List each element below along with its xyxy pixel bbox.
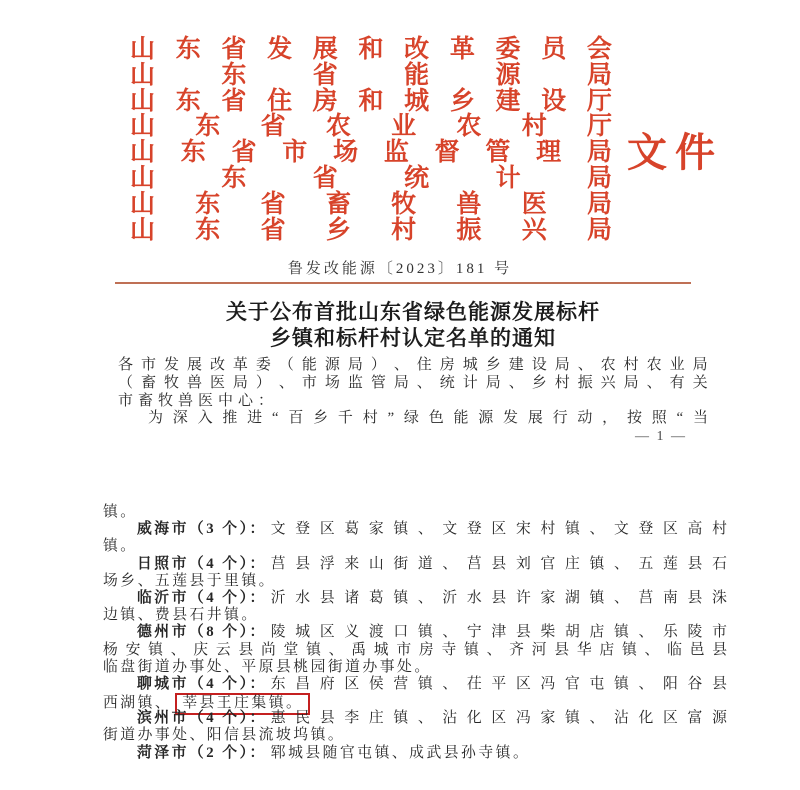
agency-line: 山 东 省 畜 牧 兽 医 局 (130, 190, 612, 218)
town-list: 沂 水 县 诸 葛 镇 、 沂 水 县 许 家 湖 镇 、 莒 南 县 洙 (270, 589, 727, 606)
town-list: 东 昌 府 区 侯 营 镇 、 茌 平 区 冯 官 屯 镇 、 阳 谷 县 (270, 675, 727, 692)
agency-line: 山 东 省 农 业 农 村 厅 (130, 113, 612, 141)
list-line-text: 西湖镇、 (103, 695, 173, 712)
city-entry-weihai (103, 521, 727, 538)
city-name-bold: 德州市（8 个）： (137, 624, 267, 641)
city-entry-dezhou (103, 624, 727, 641)
town-list: 文 登 区 葛 家 镇 、 文 登 区 宋 村 镇 、 文 登 区 高 村 (270, 521, 727, 538)
agency-line: 山 东 省 能 源 局 (130, 61, 612, 89)
city-entry-binzhou (103, 710, 727, 727)
city-name-bold: 聊城市（4 个）： (137, 675, 267, 692)
recipients-line: 各 市 发 展 改 革 委 （ 能 源 局 ） 、 住 房 城 乡 建 设 局 、 农 村 农 业 局 (118, 357, 708, 373)
city-name-bold: 威海市（3 个）： (137, 521, 267, 538)
city-name-bold: 菏泽市（2 个）： (137, 744, 267, 761)
list-line: 镇。 (103, 538, 138, 555)
list-line: 场乡、五莲县于里镇。 (103, 572, 276, 589)
city-entry-linyi (103, 590, 727, 607)
indent-spacer (103, 745, 137, 762)
agency-line: 山 东 省 住 房 和 城 乡 建 设 厅 (130, 87, 612, 115)
page1-body (118, 357, 708, 428)
letterhead-divider-line (115, 282, 691, 284)
city-entry-liaocheng (103, 676, 727, 693)
city-entry-rizhao (103, 556, 727, 573)
page2-body (103, 504, 727, 762)
city-entry-heze (103, 745, 727, 762)
indent-spacer (103, 556, 137, 573)
indent-spacer (103, 521, 137, 538)
list-line: 杨 安 镇 、 庆 云 县 尚 堂 镇 、 禹 城 市 房 寺 镇 、 齐 河 县 华 店 镇 、 临 邑 县 (103, 641, 727, 658)
agency-line: 山 东 省 发 展 和 改 革 委 员 会 (130, 36, 612, 63)
town-list: 郓城县随官屯镇、成武县孙寺镇。 (270, 744, 531, 761)
recipients-line: （ 畜 牧 兽 医 局 ） 、 市 场 监 管 局 、 统 计 局 、 乡 村 振 兴 局 、 有 关 (118, 374, 708, 391)
letterhead-agency-list (130, 37, 612, 243)
highlight-box: 莘县王庄集镇。 (175, 693, 310, 715)
city-name-bold: 临沂市（4 个）： (137, 589, 267, 606)
document-number: 鲁发改能源〔2023〕181 号 (287, 261, 513, 277)
document-title (118, 299, 708, 351)
agency-line: 山 东 省 统 计 局 (130, 164, 612, 192)
list-line: 边镇、费县石井镇。 (103, 607, 259, 624)
indent-spacer (103, 624, 137, 641)
city-name-bold: 日照市（4 个）： (137, 555, 267, 572)
document-title-line1: 关于公布首批山东省绿色能源发展标杆 (226, 300, 600, 324)
recipients-line: 市畜牧兽医中心： (118, 392, 279, 409)
town-list: 惠 民 县 李 庄 镇 、 沾 化 区 冯 家 镇 、 沾 化 区 富 源 (270, 710, 727, 727)
list-line: 临盘街道办事处、平原县桃园街道办事处。 (103, 658, 432, 675)
list-line: 街道办事处、阳信县流坡坞镇。 (103, 727, 346, 744)
page-number: — 1 — (635, 429, 687, 444)
town-list: 莒 县 浮 来 山 街 道 、 莒 县 刘 官 庄 镇 、 五 莲 县 石 (270, 555, 727, 572)
paragraph-line: 为 深 入 推 进 “ 百 乡 千 村 ” 绿 色 能 源 发 展 行 动 ， 按 照 “ 当 (148, 410, 708, 427)
city-name-bold: 滨州市（4 个）： (137, 710, 267, 727)
town-list: 陵 城 区 义 渡 口 镇 、 宁 津 县 柴 胡 店 镇 、 乐 陵 市 (270, 624, 727, 641)
list-line: 镇。 (103, 504, 138, 520)
indent-spacer (103, 710, 137, 727)
list-line-highlighted (103, 693, 727, 710)
indent-spacer (103, 590, 137, 607)
document-title-line2: 乡镇和标杆村认定名单的通知 (270, 326, 556, 350)
indent-spacer (103, 676, 137, 693)
agency-line: 山 东 省 市 场 监 督 管 理 局 (130, 139, 612, 167)
document-type-label: 文件 (627, 130, 723, 175)
agency-line: 山 东 省 乡 村 振 兴 局 (130, 216, 612, 244)
